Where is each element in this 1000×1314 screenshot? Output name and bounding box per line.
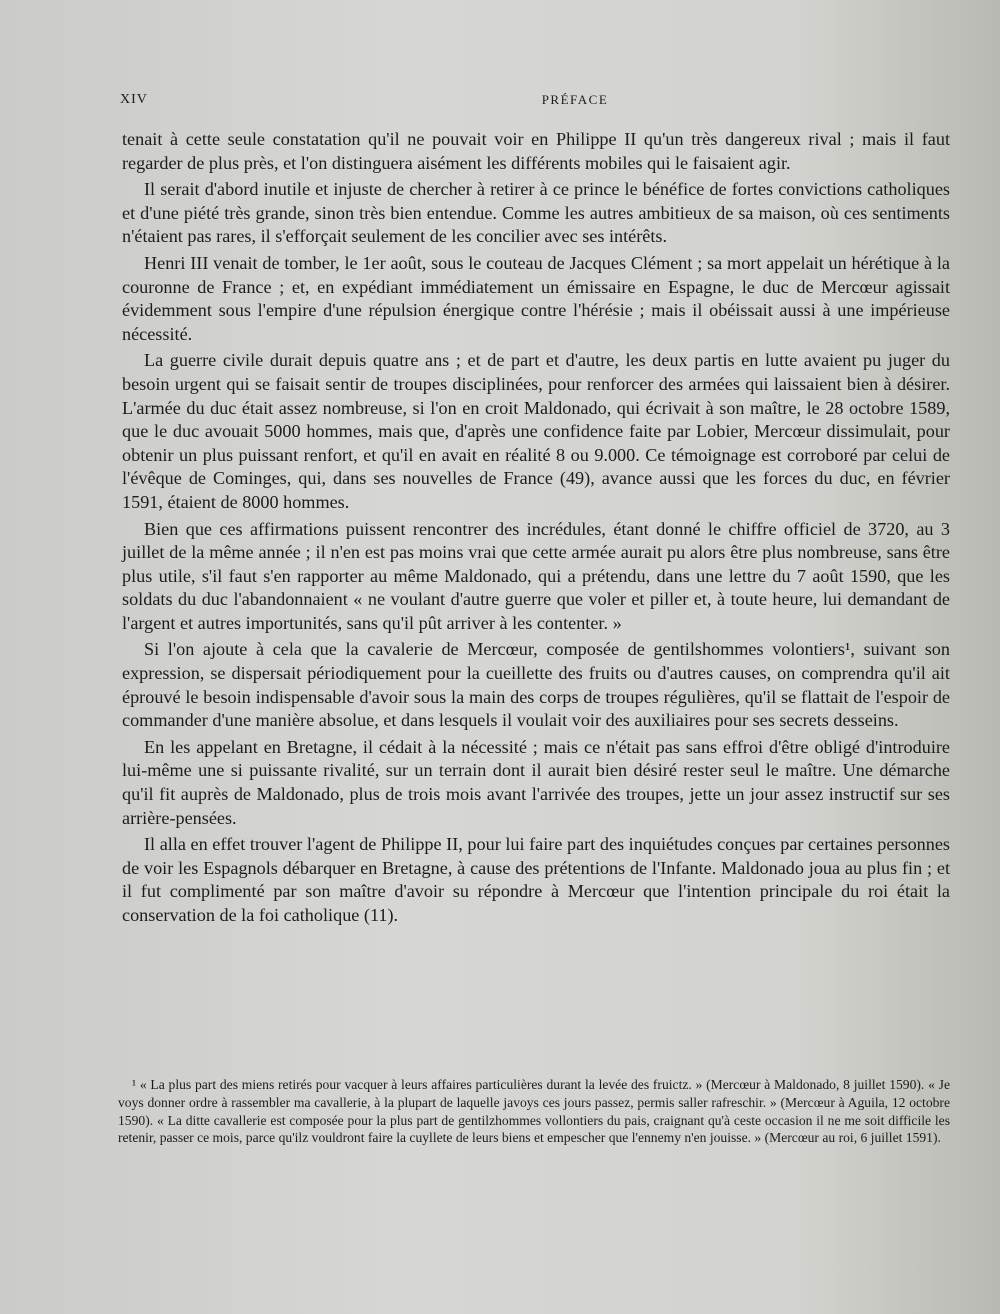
paragraph: Si l'on ajoute à cela que la cavalerie de Mercœur, composée de gentilshommes volontiers¹, suivant son expression, se dispersait périodiquement pour la cueillette des fruits ou d'autres causes, on comprendra qu'il ait éprouvé le besoin indispensable d'avoir sous la main des corps de troupes régulières, qu'il se flattait de l'espoir de commander d'une manière absolue, et dans lesquels il voulait voir des auxiliaires pour ses secrets desseins. bbox=[122, 639, 950, 731]
paragraph: tenait à cette seule constatation qu'il ne pouvait voir en Philippe II qu'un très dangereux rival ; mais il faut regarder de plus près, et l'on distinguera aisément les différents mobiles qui le faisaient agir. bbox=[122, 129, 950, 173]
page-header bbox=[120, 92, 960, 116]
paragraph: Bien que ces affirmations puissent rencontrer des incrédules, étant donné le chiffre officiel de 3720, au 3 juillet de la même année ; il n'en est pas moins vrai que cette armée aurait pu alors être plus nombreuse, sans être plus utile, s'il faut s'en rapporter au même Maldonado, qui a prétendu, dans une lettre du 7 août 1590, que les soldats du duc l'abandonnaient « ne voulant d'autre guerre que voler et piller et, à toute heure, lui demandant de l'argent et autres importunités, sans qu'il pût arriver à les contenter. » bbox=[122, 518, 950, 633]
page-number: XIV bbox=[120, 92, 148, 107]
paragraph: Henri III venait de tomber, le 1er août, sous le couteau de Jacques Clément ; sa mort appelait un hérétique à la couronne de France ; et, en expédiant immédiatement un émissaire en Espagne, le duc de Mercœur agissait évidemment sous l'empire d'une répulsion énergique contre l'hérésie ; mais il obéissait aussi à une impérieuse nécessité. bbox=[122, 252, 950, 344]
running-title: PRÉFACE bbox=[541, 92, 609, 107]
paragraph: La guerre civile durait depuis quatre ans ; et de part et d'autre, les deux partis en lutte avaient pu juger du besoin urgent qui se faisait sentir de troupes disciplinées, pour renforcer des armées qui laissaient bien à désirer. L'armée du duc était assez nombreuse, si l'on en croit Maldonado, qui écrivait à son maître, le 28 octobre 1589, que le duc avouait 5000 hommes, mais que, d'après une confidence faite par Lobier, Mercœur dissimulait, pour obtenir un plus puissant renfort, et qu'il en avait en réalité 8 ou 9.000. Ce témoignage est corroboré par celui de l'évêque de Cominges, qui, dans ses nouvelles de France (49), avance aussi que les forces du duc, en février 1591, étaient de 8000 hommes. bbox=[122, 350, 950, 512]
paragraph: Il serait d'abord inutile et injuste de chercher à retirer à ce prince le bénéfice de fortes convictions catholiques et d'une piété très grande, sinon très bien entendue. Comme les autres ambitieux de sa maison, où ces sentiments n'étaient pas rares, il s'efforçait seulement de les concilier avec ses intérêts. bbox=[122, 179, 950, 247]
paragraph: Il alla en effet trouver l'agent de Philippe II, pour lui faire part des inquiétudes conçues par certaines personnes de voir les Espagnols débarquer en Bretagne, à cause des prétentions de l'Infante. Maldonado joua au plus fin ; et il fut complimenté par son maître d'avoir su répondre à Mercœur que l'intention principale du roi était la conservation de la foi catholique (11). bbox=[122, 834, 950, 925]
paragraph: En les appelant en Bretagne, il cédait à la nécessité ; mais ce n'était pas sans effroi d'être obligé d'introduire lui-même une si puissante rivalité, sur un terrain dont il aurait bien désiré rester seul le maître. Une démarche qu'il fit auprès de Maldonado, plus de trois mois avant l'arrivée des troupes, jette un jour assez instructif sur ses arrière-pensées. bbox=[122, 736, 950, 828]
footnote: ¹ « La plus part des miens retirés pour vacquer à leurs affaires particulières durant la levée des fruictz. » (Mercœur à Maldonado, 8 juillet 1590). « Je voys donner ordre à rassembler ma cavallerie, à la plupart de laquelle javoys ces jours passez, permis saller rafreschir. » (Mercœur à Aguila, 12 octobre 1590). « La ditte cavallerie est composée pour la plus part de gentilzhommes vollontiers du pais, craignant qu'à ceste occasion il ne me soit difficile les retenir, passer ce mois, parce qu'ilz vouldront faire la cuyllete de leurs biens et empescher que l'ennemy n'en jouisse. » (Mercœur au roi, 6 juillet 1591). bbox=[118, 1077, 950, 1146]
body-text bbox=[122, 128, 950, 931]
